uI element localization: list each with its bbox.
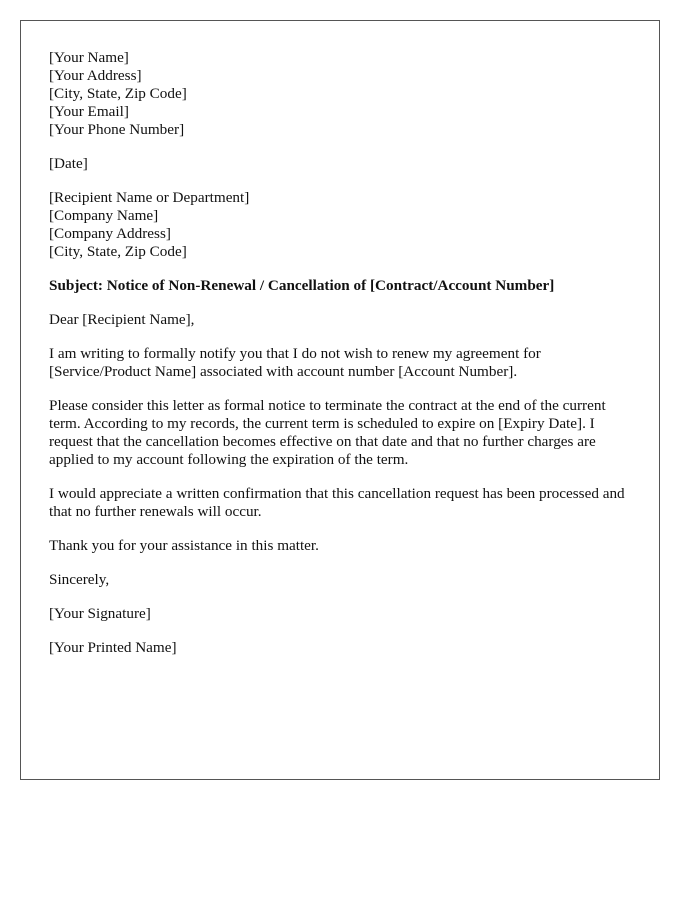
recipient-city-state-zip: [City, State, Zip Code] bbox=[49, 243, 187, 260]
subject-line: Subject: Notice of Non-Renewal / Cancellation of [Contract/Account Number] bbox=[49, 277, 555, 294]
letter-page bbox=[20, 20, 660, 780]
sender-phone: [Your Phone Number] bbox=[49, 121, 185, 138]
salutation: Dear [Recipient Name], bbox=[49, 311, 195, 328]
closing: Sincerely, bbox=[49, 571, 110, 588]
body-paragraph: Please consider this letter as formal notice to terminate the contract at the end of the current term. According to my records, the current term is scheduled to expire on [Expiry Date]. I request that the cancellation becomes effective on that date and that no further charges are applied to my account following the expiration of the term. bbox=[49, 397, 606, 468]
signature-placeholder: [Your Signature] bbox=[49, 605, 151, 622]
date-line: [Date] bbox=[49, 155, 88, 172]
sender-address-block bbox=[49, 49, 631, 139]
recipient-address-block bbox=[49, 189, 631, 261]
sender-name: [Your Name] bbox=[49, 49, 129, 66]
sender-email: [Your Email] bbox=[49, 103, 129, 120]
recipient-company: [Company Name] bbox=[49, 207, 159, 224]
body-paragraph: I am writing to formally notify you that I do not wish to renew my agreement for [Service/Product Name] associated with account number [Account Number]. bbox=[49, 345, 541, 380]
sender-address: [Your Address] bbox=[49, 67, 142, 84]
recipient-address: [Company Address] bbox=[49, 225, 171, 242]
sender-city-state-zip: [City, State, Zip Code] bbox=[49, 85, 187, 102]
body-paragraph: Thank you for your assistance in this matter. bbox=[49, 537, 319, 554]
recipient-name: [Recipient Name or Department] bbox=[49, 189, 250, 206]
body-paragraph: I would appreciate a written confirmation that this cancellation request has been processed and that no further renewals will occur. bbox=[49, 485, 625, 520]
printed-name: [Your Printed Name] bbox=[49, 639, 177, 656]
